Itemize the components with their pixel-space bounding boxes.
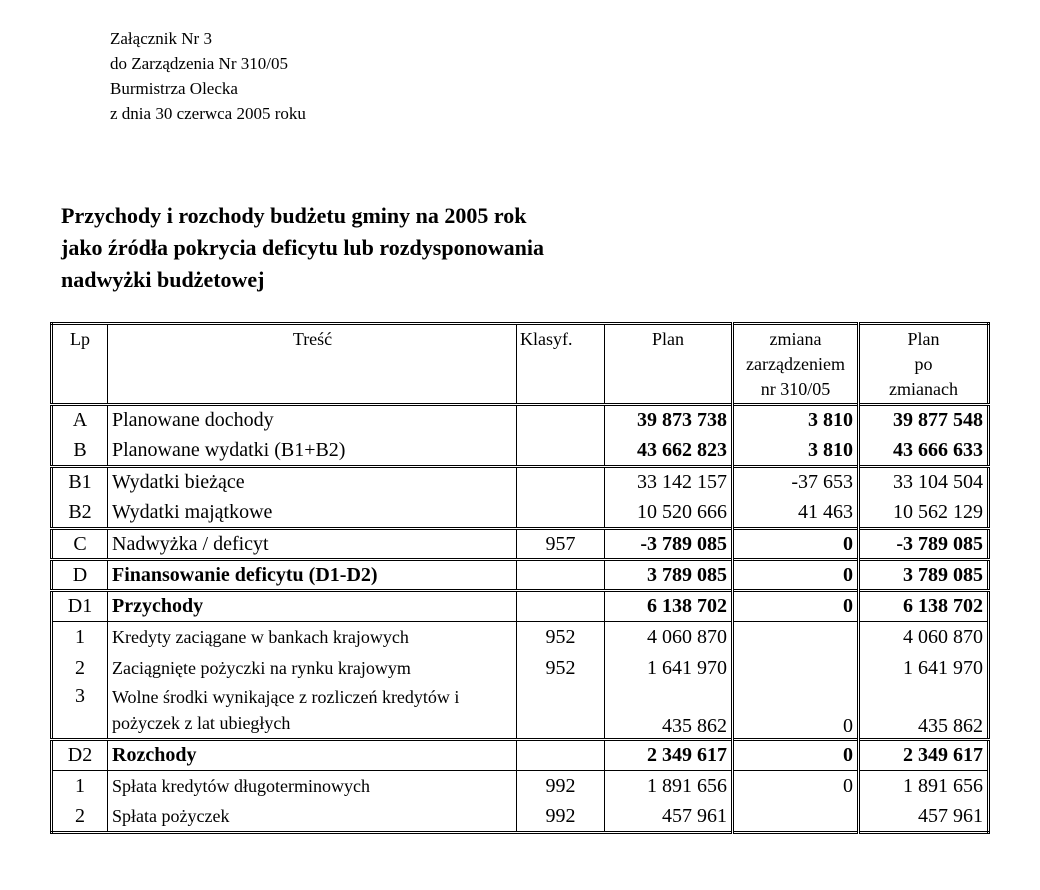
row-plan: 39 873 738 bbox=[605, 405, 733, 436]
row-plan-po: 3 789 085 bbox=[859, 560, 989, 591]
table-row bbox=[52, 653, 989, 684]
row-zmiana: 0 bbox=[733, 740, 859, 771]
row-lp: 2 bbox=[52, 653, 108, 684]
ordinance-reference: do Zarządzenia Nr 310/05 bbox=[110, 54, 288, 73]
title-line-2: jako źródła pokrycia deficytu lub rozdysponowania bbox=[61, 235, 545, 260]
row-klasyf bbox=[517, 436, 605, 467]
budget-table bbox=[50, 322, 990, 834]
row-plan: 4 060 870 bbox=[605, 622, 733, 653]
row-tresc: Spłata kredytów długoterminowych bbox=[108, 771, 517, 802]
table-row bbox=[52, 467, 989, 498]
row-plan: 10 520 666 bbox=[605, 498, 733, 529]
row-klasyf bbox=[517, 684, 605, 740]
row-lp: D2 bbox=[52, 740, 108, 771]
row-tresc: Wydatki majątkowe bbox=[108, 498, 517, 529]
row-tresc: Spłata pożyczek bbox=[108, 802, 517, 833]
row-klasyf: 952 bbox=[517, 622, 605, 653]
row-lp: A bbox=[52, 405, 108, 436]
row-plan-po: 1 891 656 bbox=[859, 771, 989, 802]
col-header-plan: Plan bbox=[605, 324, 733, 405]
row-zmiana: 41 463 bbox=[733, 498, 859, 529]
row-zmiana: 0 bbox=[733, 591, 859, 622]
row-tresc: Nadwyżka / deficyt bbox=[108, 529, 517, 560]
row-lp: C bbox=[52, 529, 108, 560]
row-plan-po: 6 138 702 bbox=[859, 591, 989, 622]
col-header-tresc: Treść bbox=[108, 324, 517, 405]
row-tresc: Planowane dochody bbox=[108, 405, 517, 436]
table-row bbox=[52, 498, 989, 529]
title-line-1: Przychody i rozchody budżetu gminy na 2005 rok bbox=[61, 203, 527, 228]
row-plan-po: 457 961 bbox=[859, 802, 989, 833]
col-header-plan-po bbox=[859, 324, 989, 405]
row-tresc: Wolne środki wynikające z rozliczeń kredytów i pożyczek z lat ubiegłych bbox=[108, 684, 517, 740]
table-row bbox=[52, 436, 989, 467]
table-row bbox=[52, 771, 989, 802]
row-klasyf bbox=[517, 740, 605, 771]
col-header-klasyf: Klasyf. bbox=[517, 324, 605, 405]
col-header-po-line1: Plan bbox=[907, 329, 940, 349]
title-line-3: nadwyżki budżetowej bbox=[61, 267, 265, 292]
row-plan: 1 891 656 bbox=[605, 771, 733, 802]
row-klasyf: 952 bbox=[517, 653, 605, 684]
table-row bbox=[52, 622, 989, 653]
row-tresc: Przychody bbox=[108, 591, 517, 622]
col-header-zmiana bbox=[733, 324, 859, 405]
row-plan: 1 641 970 bbox=[605, 653, 733, 684]
row-plan-po: 10 562 129 bbox=[859, 498, 989, 529]
row-klasyf bbox=[517, 467, 605, 498]
col-header-zmiana-line1: zmiana bbox=[769, 329, 822, 349]
row-klasyf bbox=[517, 591, 605, 622]
row-zmiana: 0 bbox=[733, 771, 859, 802]
table-row bbox=[52, 529, 989, 560]
col-header-po-line3: zmianach bbox=[889, 379, 958, 399]
annex-number: Załącznik Nr 3 bbox=[110, 29, 212, 48]
row-zmiana bbox=[733, 802, 859, 833]
row-lp: B1 bbox=[52, 467, 108, 498]
row-tresc: Zaciągnięte pożyczki na rynku krajowym bbox=[108, 653, 517, 684]
row-zmiana: -37 653 bbox=[733, 467, 859, 498]
col-header-lp: Lp bbox=[52, 324, 108, 405]
col-header-zmiana-line3: nr 310/05 bbox=[760, 379, 831, 399]
row-lp: 2 bbox=[52, 802, 108, 833]
row-plan: -3 789 085 bbox=[605, 529, 733, 560]
table-row bbox=[52, 591, 989, 622]
table-row bbox=[52, 802, 989, 833]
row-zmiana: 0 bbox=[733, 684, 859, 740]
table-row bbox=[52, 405, 989, 436]
row-lp: 1 bbox=[52, 622, 108, 653]
row-plan-po: 1 641 970 bbox=[859, 653, 989, 684]
row-lp: D1 bbox=[52, 591, 108, 622]
row-plan-po: 39 877 548 bbox=[859, 405, 989, 436]
table-row bbox=[52, 740, 989, 771]
row-plan: 2 349 617 bbox=[605, 740, 733, 771]
table-header-row bbox=[52, 324, 989, 405]
row-plan: 457 961 bbox=[605, 802, 733, 833]
row-klasyf: 992 bbox=[517, 802, 605, 833]
row-tresc: Rozchody bbox=[108, 740, 517, 771]
row-plan-po: -3 789 085 bbox=[859, 529, 989, 560]
row-zmiana bbox=[733, 622, 859, 653]
row-plan: 43 662 823 bbox=[605, 436, 733, 467]
row-plan: 435 862 bbox=[605, 684, 733, 740]
row-klasyf: 992 bbox=[517, 771, 605, 802]
row-zmiana: 3 810 bbox=[733, 436, 859, 467]
row-lp: B2 bbox=[52, 498, 108, 529]
row-zmiana: 0 bbox=[733, 529, 859, 560]
col-header-zmiana-line2: zarządzeniem bbox=[746, 354, 845, 374]
document-date: z dnia 30 czerwca 2005 roku bbox=[110, 104, 306, 123]
row-lp: 1 bbox=[52, 771, 108, 802]
document-header bbox=[110, 26, 306, 126]
row-tresc: Planowane wydatki (B1+B2) bbox=[108, 436, 517, 467]
row-klasyf bbox=[517, 405, 605, 436]
row-tresc: Wydatki bieżące bbox=[108, 467, 517, 498]
row-lp: B bbox=[52, 436, 108, 467]
row-plan: 3 789 085 bbox=[605, 560, 733, 591]
col-header-po-line2: po bbox=[914, 354, 933, 374]
row-plan-po: 33 104 504 bbox=[859, 467, 989, 498]
table-row bbox=[52, 684, 989, 740]
row-lp: D bbox=[52, 560, 108, 591]
table-row bbox=[52, 560, 989, 591]
row-klasyf bbox=[517, 498, 605, 529]
row-klasyf: 957 bbox=[517, 529, 605, 560]
row-plan: 6 138 702 bbox=[605, 591, 733, 622]
row-plan-po: 2 349 617 bbox=[859, 740, 989, 771]
row-plan-po: 43 666 633 bbox=[859, 436, 989, 467]
row-zmiana: 0 bbox=[733, 560, 859, 591]
row-zmiana: 3 810 bbox=[733, 405, 859, 436]
issuer: Burmistrza Olecka bbox=[110, 79, 238, 98]
row-tresc: Finansowanie deficytu (D1-D2) bbox=[108, 560, 517, 591]
row-zmiana bbox=[733, 653, 859, 684]
row-klasyf bbox=[517, 560, 605, 591]
row-lp: 3 bbox=[52, 684, 108, 740]
document-title bbox=[61, 200, 544, 296]
row-plan-po: 435 862 bbox=[859, 684, 989, 740]
row-plan: 33 142 157 bbox=[605, 467, 733, 498]
row-tresc: Kredyty zaciągane w bankach krajowych bbox=[108, 622, 517, 653]
row-plan-po: 4 060 870 bbox=[859, 622, 989, 653]
